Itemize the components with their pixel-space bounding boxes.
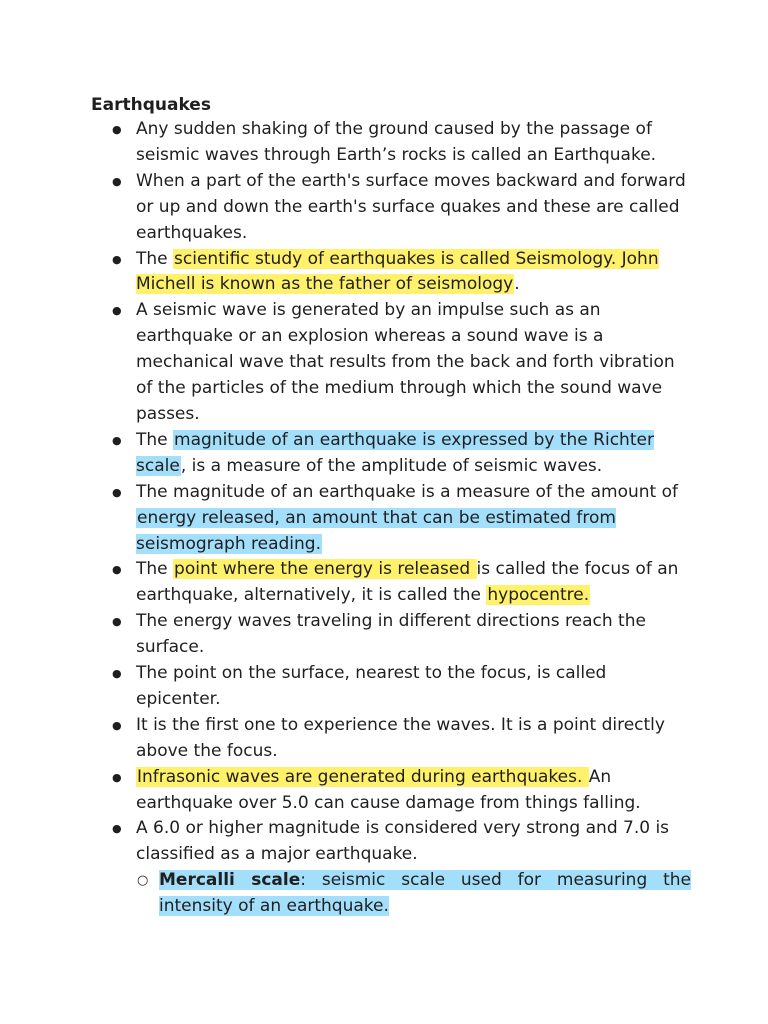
list-item: ● A seismic wave is generated by an impulse such as an earthquake or an explosion whereas a sound wave is a mechanical wave that results from the back and forth vibration of the particles of the medium through which the sound wave passes. xyxy=(91,298,691,428)
yellow-highlight: point where the energy is released xyxy=(174,559,476,580)
list-item: ● Any sudden shaking of the ground caused by the passage of seismic waves through Earth’s rocks is called an Earthquake. xyxy=(91,117,691,169)
list-item: ● The energy waves traveling in different directions reach the surface. xyxy=(91,609,691,661)
list-item: ● A 6.0 or higher magnitude is considered very strong and 7.0 is classified as a major earthquake. ○ Mercalli scale: seismic scale used for measuring the intensity of an earthquake. xyxy=(91,816,691,920)
bullet-list xyxy=(91,117,691,920)
term-mercalli-scale: Mercalli scale xyxy=(159,870,301,891)
blue-highlight: Mercalli scale: seismic scale used for measuring the intensity of an earthquake. xyxy=(159,870,691,917)
yellow-highlight: Infrasonic waves are generated during earthquakes. xyxy=(137,766,588,787)
list-item: ● The point where the energy is released is called the focus of an earthquake, alternatively, it is called the hypocentre. xyxy=(91,557,691,609)
section-title: Earthquakes xyxy=(91,95,211,115)
blue-highlight: magnitude of an earthquake is expressed by the Richter scale xyxy=(136,429,654,476)
yellow-highlight: hypocentre. xyxy=(487,585,590,606)
list-item: ● When a part of the earth's surface moves backward and forward or up and down the earth's surface quakes and these are called earthquakes. xyxy=(91,169,691,247)
yellow-highlight: scientific study of earthquakes is called Seismology. John Michell is known as the father of seismology xyxy=(136,248,659,295)
blue-highlight: energy released, an amount that can be estimated from seismograph reading. xyxy=(136,507,616,554)
list-item: ● The magnitude of an earthquake is expressed by the Richter scale, is a measure of the amplitude of seismic waves. xyxy=(91,428,691,480)
list-item: ● It is the first one to experience the waves. It is a point directly above the focus. xyxy=(91,713,691,765)
list-item: ● The point on the surface, nearest to the focus, is called epicenter. xyxy=(91,661,691,713)
sub-list-item xyxy=(136,868,691,920)
sub-bullet-list xyxy=(136,868,691,920)
list-item: ● Infrasonic waves are generated during earthquakes. An earthquake over 5.0 can cause damage from things falling. xyxy=(91,765,691,817)
list-item: ● The scientific study of earthquakes is called Seismology. John Michell is known as the father of seismology. xyxy=(91,247,691,299)
list-item: ● The magnitude of an earthquake is a measure of the amount of energy released, an amount that can be estimated from seismograph reading. xyxy=(91,480,691,558)
